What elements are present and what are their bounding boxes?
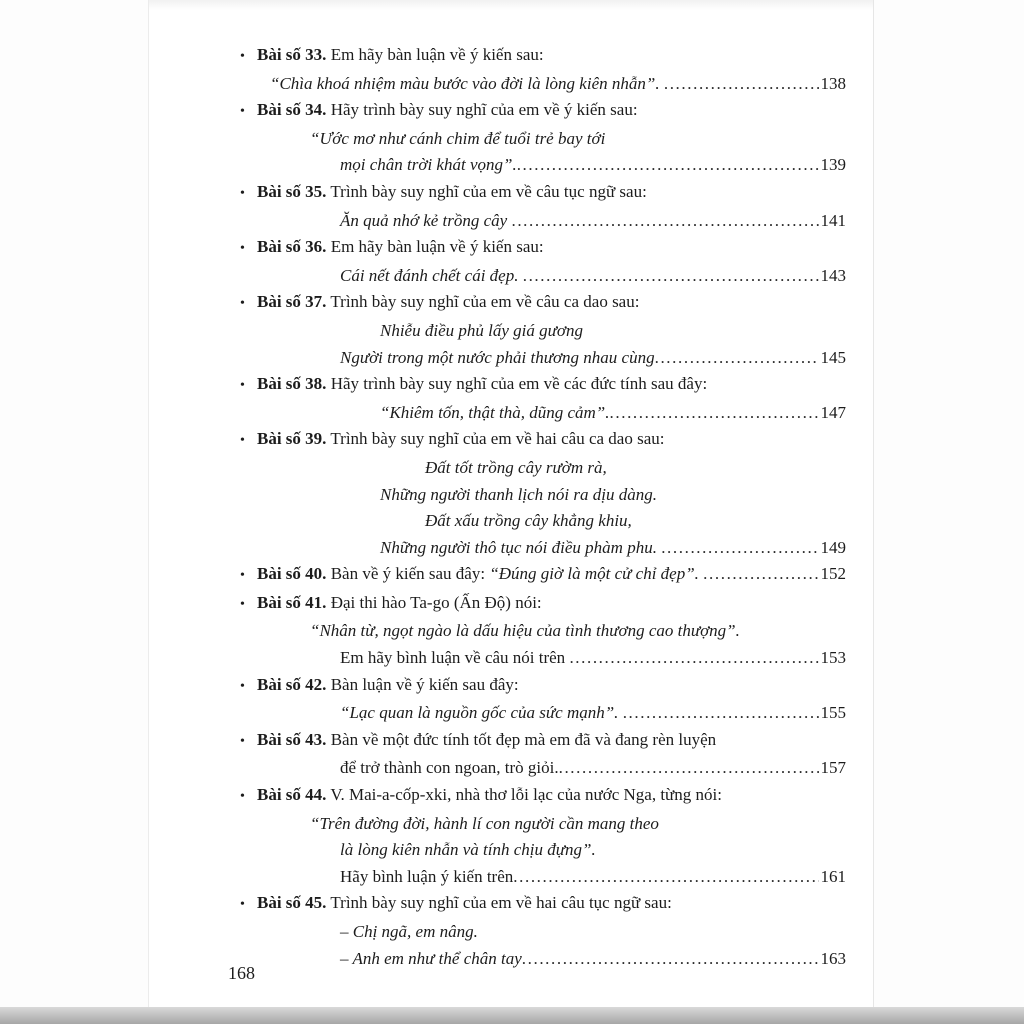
- entry-text: [425, 508, 632, 535]
- entry-description: Hãy bình luận ý kiến trên: [340, 866, 514, 886]
- entry-description: Trình bày suy nghĩ của em về hai câu ca dao sau:: [326, 429, 665, 449]
- entry-quote: là lòng kiên nhẫn và tính chịu đựng”.: [340, 840, 596, 860]
- dot-leader: [522, 946, 819, 973]
- entry-description: Bàn về một đức tính tốt đẹp mà em đã và đang rèn luyện: [326, 729, 717, 749]
- entry-text: [257, 289, 639, 316]
- entry-description: Em hãy bàn luận về ý kiến sau:: [326, 45, 544, 64]
- toc-continuation-line: [240, 700, 846, 727]
- entry-quote: – Anh em như thể chân tay: [340, 948, 522, 968]
- entry-label: Bài số 45.: [257, 893, 327, 913]
- scan-bottom-edge: [0, 1007, 1024, 1024]
- dot-leader: [559, 755, 819, 782]
- entry-label: Bài số 35.: [257, 181, 327, 201]
- entry-quote: Những người thô tục nói điều phàm phu.: [380, 537, 662, 557]
- entry-text: [257, 727, 716, 754]
- bullet-icon: •: [240, 185, 245, 201]
- table-of-contents: [240, 42, 846, 972]
- toc-entry-line: [240, 727, 846, 756]
- dot-leader: [569, 645, 818, 672]
- bullet-icon: •: [240, 241, 245, 257]
- bullet-icon: •: [240, 596, 245, 612]
- entry-label: Bài số 38.: [257, 374, 327, 394]
- toc-continuation-line: [240, 919, 846, 946]
- entry-label: Bài số 34.: [257, 100, 327, 120]
- toc-entry-line: [240, 672, 846, 701]
- entry-text: [340, 755, 559, 782]
- entry-quote: Đất xấu trồng cây khẳng khiu,: [425, 511, 632, 531]
- entry-quote: Ăn quả nhớ kẻ trồng cây: [340, 210, 512, 230]
- toc-continuation-line: [240, 811, 846, 838]
- toc-entry-line: [240, 590, 846, 619]
- entry-text: [340, 919, 478, 946]
- entry-page-number: 152: [820, 564, 846, 584]
- entry-quote: “Khiêm tốn, thật thà, dũng cảm”.: [380, 402, 610, 422]
- entry-quote: – Chị ngã, em nâng.: [340, 922, 478, 941]
- entry-label: Bài số 44.: [257, 785, 327, 805]
- entry-page-number: 141: [820, 210, 846, 230]
- entry-description: Trình bày suy nghĩ của em về câu tục ngữ sau:: [326, 181, 647, 201]
- entry-quote: “Đúng giờ là một cử chỉ đẹp”.: [489, 564, 704, 584]
- entry-quote: Nhiễu điều phủ lấy giá gương: [380, 320, 583, 340]
- entry-text: [257, 782, 722, 809]
- toc-continuation-line: [240, 645, 846, 672]
- dot-leader: [623, 700, 819, 727]
- entry-page-number: 153: [820, 648, 846, 668]
- bullet-icon: •: [240, 104, 245, 120]
- entry-text: [380, 400, 610, 427]
- entry-text: [270, 71, 664, 98]
- bullet-icon: •: [240, 378, 245, 394]
- entry-text: [257, 97, 638, 124]
- toc-entry-line: [240, 179, 846, 208]
- entry-text: [380, 482, 657, 509]
- entry-description: Đại thi hào Ta-go (Ấn Độ) nói:: [326, 592, 542, 612]
- toc-continuation-line: [240, 455, 846, 482]
- entry-text: [310, 618, 740, 645]
- entry-label: Bài số 43.: [257, 729, 327, 749]
- page-top-edge: [149, 0, 873, 10]
- dot-leader: [664, 71, 819, 98]
- toc-entry-line: [240, 890, 846, 919]
- toc-entry-line: [240, 97, 846, 126]
- entry-text: [340, 152, 517, 179]
- entry-text: [257, 561, 703, 588]
- entry-label: Bài số 41.: [257, 592, 327, 612]
- entry-text: [257, 672, 519, 699]
- entry-page-number: 161: [820, 866, 846, 886]
- toc-continuation-line: [240, 618, 846, 645]
- entry-description: Hãy trình bày suy nghĩ của em về các đức tính sau đây:: [326, 374, 708, 394]
- toc-continuation-line: [240, 345, 846, 372]
- page-footer-number: 168: [228, 963, 255, 983]
- entry-page-number: 143: [820, 265, 846, 285]
- toc-entry-line: [240, 42, 846, 71]
- entry-text: [257, 234, 544, 261]
- toc-continuation-line: [240, 71, 846, 98]
- entry-label: Bài số 33.: [257, 45, 327, 64]
- entry-text: [310, 811, 659, 838]
- entry-description: Trình bày suy nghĩ của em về hai câu tục ngữ sau:: [326, 893, 672, 913]
- entry-quote: “Nhân từ, ngọt ngào là dấu hiệu của tình thương cao thượng”.: [310, 621, 740, 641]
- entry-quote: mọi chân trời khát vọng”.: [340, 155, 517, 175]
- entry-text: [340, 645, 569, 672]
- toc-entry-line: [240, 289, 846, 318]
- entry-text: [380, 318, 583, 345]
- entry-description: Bàn về ý kiến sau đây:: [326, 564, 490, 584]
- toc-entry-line: [240, 371, 846, 400]
- entry-description: Em hãy bình luận về câu nói trên: [340, 648, 570, 668]
- entry-quote: Những người thanh lịch nói ra dịu dàng.: [380, 484, 657, 504]
- entry-text: [340, 700, 623, 727]
- entry-quote: “Chìa khoá nhiệm màu bước vào đời là lòng kiên nhẫn”.: [270, 73, 664, 93]
- toc-entry-line: [240, 426, 846, 455]
- entry-quote: “Trên đường đời, hành lí con người cần mang theo: [310, 813, 659, 833]
- entry-text: [340, 946, 522, 973]
- entry-text: [340, 208, 511, 235]
- entry-text: [340, 263, 523, 290]
- bullet-icon: •: [240, 296, 245, 312]
- dot-leader: [517, 152, 819, 179]
- entry-text: [340, 837, 596, 864]
- entry-quote: “Ước mơ như cánh chim để tuổi trẻ bay tới: [310, 128, 606, 148]
- toc-continuation-line: [240, 318, 846, 345]
- entry-description: Bàn luận về ý kiến sau đây:: [326, 674, 519, 694]
- entry-page-number: 157: [820, 758, 846, 778]
- entry-label: Bài số 40.: [257, 564, 327, 584]
- dot-leader: [523, 263, 819, 290]
- toc-entry-line: [240, 234, 846, 263]
- bullet-icon: •: [240, 789, 245, 805]
- toc-continuation-line: [240, 755, 846, 782]
- toc-continuation-line: [240, 946, 846, 973]
- entry-page-number: 138: [820, 73, 846, 93]
- toc-continuation-line: [240, 535, 846, 562]
- dot-leader: [511, 208, 818, 235]
- entry-label: Bài số 42.: [257, 674, 327, 694]
- toc-continuation-line: [240, 482, 846, 509]
- toc-continuation-line: [240, 152, 846, 179]
- entry-quote: “Lạc quan là nguồn gốc của sức mạnh”.: [340, 703, 623, 723]
- toc-continuation-line: [240, 508, 846, 535]
- entry-description: Hãy trình bày suy nghĩ của em về ý kiến sau:: [326, 100, 638, 120]
- entry-text: [340, 345, 655, 372]
- toc-continuation-line: [240, 126, 846, 153]
- toc-continuation-line: [240, 837, 846, 864]
- dot-leader: [703, 561, 818, 588]
- entry-page-number: 149: [820, 537, 846, 557]
- entry-text: [257, 590, 542, 617]
- entry-text: [380, 535, 661, 562]
- entry-text: [257, 42, 544, 69]
- entry-page-number: 139: [820, 155, 846, 175]
- dot-leader: [610, 400, 819, 427]
- entry-description: V. Mai-a-cốp-xki, nhà thơ lỗi lạc của nước Nga, từng nói:: [326, 785, 722, 805]
- entry-description: Trình bày suy nghĩ của em về câu ca dao sau:: [326, 292, 640, 312]
- entry-page-number: 163: [820, 948, 846, 968]
- entry-text: [425, 455, 607, 482]
- toc-continuation-line: [240, 864, 846, 891]
- entry-quote: Người trong một nước phải thương nhau cùng: [340, 347, 655, 367]
- toc-continuation-line: [240, 208, 846, 235]
- toc-entry-line: [240, 782, 846, 811]
- entry-text: [310, 126, 605, 153]
- entry-text: [340, 864, 513, 891]
- entry-description: Em hãy bàn luận về ý kiến sau:: [326, 237, 544, 257]
- entry-quote: Đất tốt trồng cây rườm rà,: [425, 457, 607, 477]
- entry-label: Bài số 39.: [257, 429, 327, 449]
- toc-continuation-line: [240, 400, 846, 427]
- entry-page-number: 145: [820, 347, 846, 367]
- entry-page-number: 155: [820, 703, 846, 723]
- dot-leader: [513, 864, 818, 891]
- toc-continuation-line: [240, 263, 846, 290]
- entry-text: [257, 890, 672, 917]
- bullet-icon: •: [240, 49, 245, 64]
- entry-description: để trở thành con ngoan, trò giỏi.: [340, 758, 559, 778]
- bullet-icon: •: [240, 568, 245, 584]
- dot-leader: [655, 345, 819, 372]
- bullet-icon: •: [240, 678, 245, 694]
- bullet-icon: •: [240, 897, 245, 913]
- bullet-icon: •: [240, 733, 245, 749]
- entry-label: Bài số 37.: [257, 292, 327, 312]
- bullet-icon: •: [240, 433, 245, 449]
- entry-page-number: 147: [820, 402, 846, 422]
- dot-leader: [661, 535, 818, 562]
- entry-quote: Cái nết đánh chết cái đẹp.: [340, 265, 523, 285]
- entry-text: [257, 179, 647, 206]
- toc-entry-line: [240, 561, 846, 590]
- entry-text: [257, 426, 664, 453]
- entry-text: [257, 371, 707, 398]
- entry-label: Bài số 36.: [257, 237, 327, 257]
